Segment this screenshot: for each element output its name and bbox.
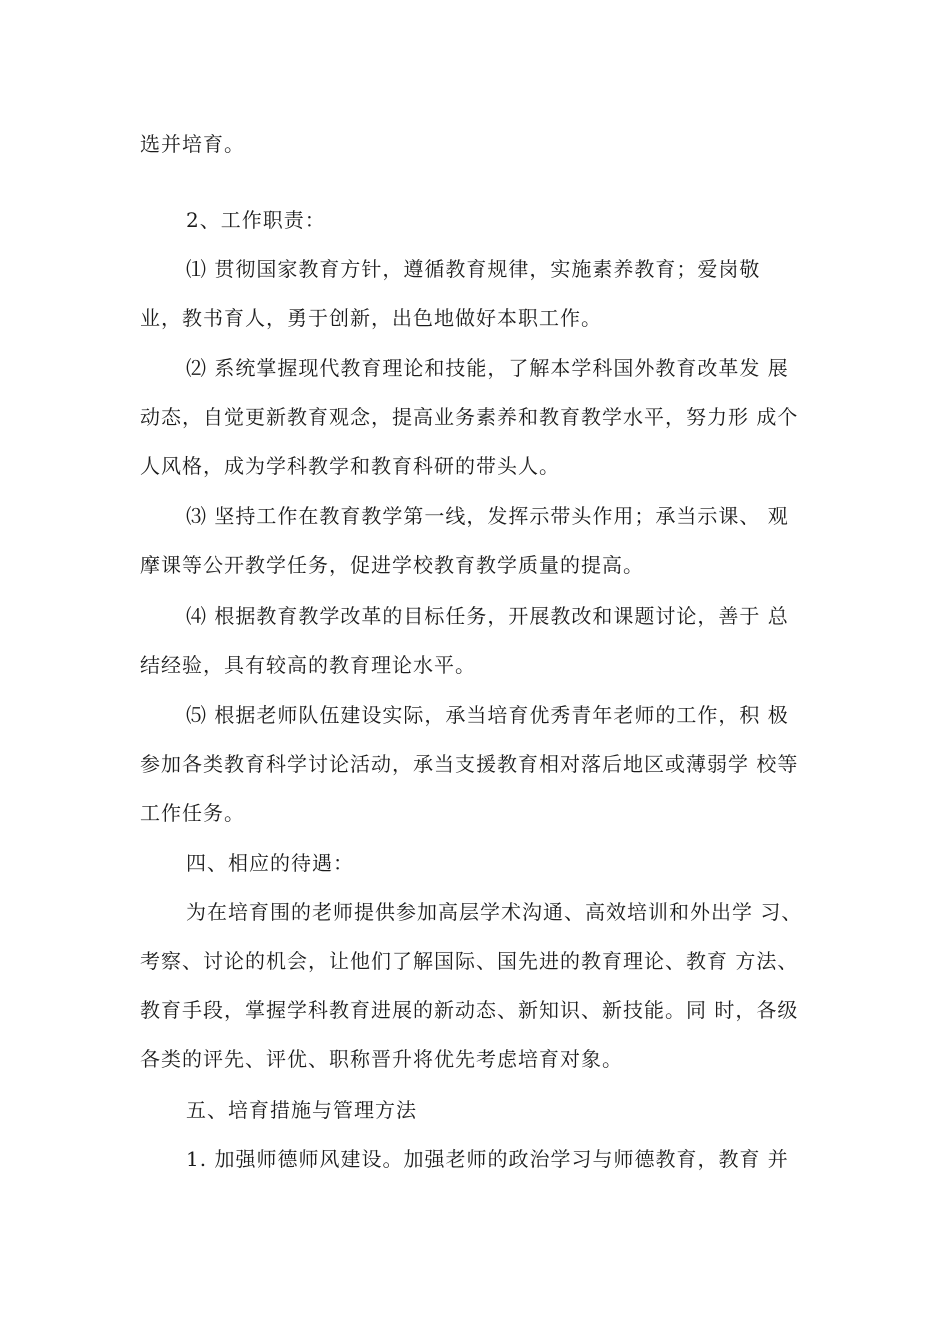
text-line: 教育手段，掌握学科教育进展的新动态、新知识、新技能。同 时，各级: [140, 998, 799, 1022]
text-line: 参加各类教育科学讨论活动，承当支援教育相对落后地区或薄弱学 校等: [140, 752, 799, 776]
text-line: ⑵ 系统掌握现代教育理论和技能，了解本学科国外教育改革发 展: [186, 356, 789, 380]
text-line: 各类的评先、评优、职称晋升将优先考虑培育对象。: [140, 1047, 623, 1071]
text-line: 2、工作职责：: [186, 208, 326, 232]
text-line: 动态，自觉更新教育观念，提高业务素养和教育教学水平，努力形 成个: [140, 405, 799, 429]
heading-training-measures: [140, 1086, 820, 1135]
text-line: 业，教书育人，勇于创新，出色地做好本职工作。: [140, 306, 602, 330]
text-line: 结经验，具有较高的教育理论水平。: [140, 653, 476, 677]
text-line: ⑶ 坚持工作在教育教学第一线，发挥示带头作用；承当示课、 观: [186, 504, 789, 528]
text-line: 1. 加强师德师风建设。加强老师的政治学习与师德教育，教育 并: [186, 1147, 789, 1171]
text-line: 四、相应的待遇：: [186, 851, 354, 875]
paragraph-continuation: [140, 120, 820, 169]
text-line: 为在培育围的老师提供参加高层学术沟通、高效培训和外出学 习、: [186, 900, 803, 924]
heading-benefits: [140, 839, 820, 888]
paragraph-duty-1: [140, 245, 820, 343]
text-line: 考察、讨论的机会，让他们了解国际、国先进的教育理论、教育 方法、: [140, 949, 799, 973]
text-line: 摩课等公开教学任务，促进学校教育教学质量的提高。: [140, 553, 644, 577]
text-line: 五、培育措施与管理方法: [186, 1098, 417, 1122]
paragraph-duty-3: [140, 492, 820, 590]
text-line: 选并培育。: [140, 132, 245, 156]
paragraph-duty-2: [140, 344, 820, 491]
text-line: ⑸ 根据老师队伍建设实际，承当培育优秀青年老师的工作，积 极: [186, 703, 789, 727]
text-line: ⑷ 根据教育教学改革的目标任务，开展教改和课题讨论，善于 总: [186, 604, 789, 628]
paragraph-duty-5: [140, 691, 820, 838]
paragraph-duty-4: [140, 592, 820, 690]
paragraph-measure-1: [140, 1135, 820, 1184]
paragraph-benefits: [140, 888, 820, 1084]
heading-work-duties: [140, 196, 820, 245]
text-line: 工作任务。: [140, 801, 245, 825]
text-line: 人风格，成为学科教学和教育科研的带头人。: [140, 454, 560, 478]
text-line: ⑴ 贯彻国家教育方针，遵循教育规律，实施素养教育；爱岗敬: [186, 257, 761, 281]
